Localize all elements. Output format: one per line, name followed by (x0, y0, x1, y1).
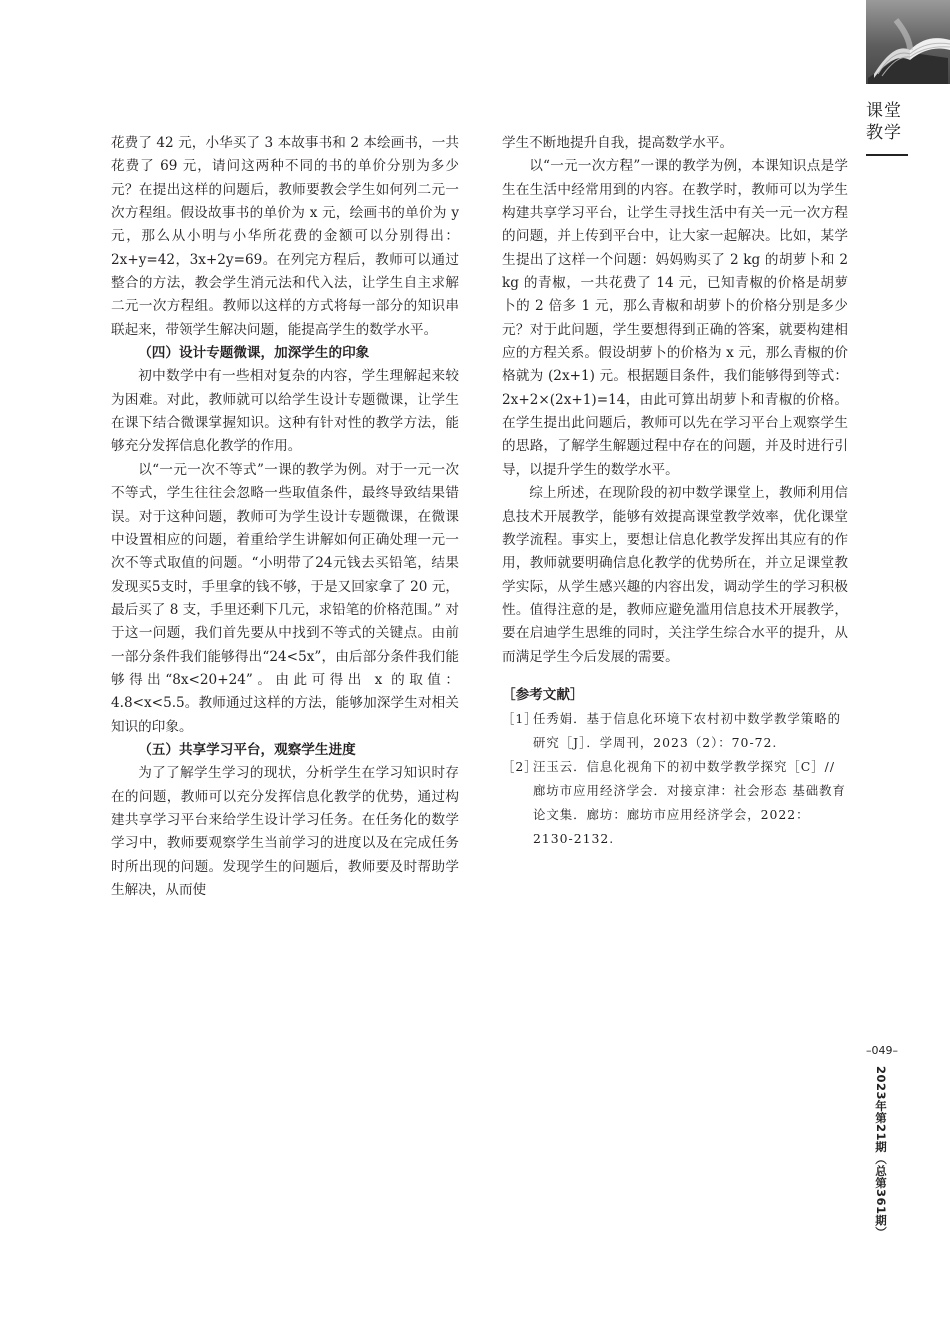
paragraph: 为了了解学生学习的现状，分析学生在学习知识时存在的问题，教师可以充分发挥信息化教学的优势，通过构建共享学习平台来给学生设计学习任务。在任务化的数学学习中，教师要观察学生当前学习的进度以及在完成任务时所出现的问题。发现学生的问题后，教师要及时帮助学生解决，从而使 (111, 765, 459, 898)
page-number: –049– (866, 1044, 898, 1057)
reference-item (502, 755, 848, 851)
references-title: ［参考文献］ (502, 686, 584, 703)
paragraph: 综上所述，在现阶段的初中数学课堂上，教师利用信息技术开展教学，能够有效提高课堂教学效率，优化课堂教学流程。事实上，要想让信息化教学发挥出其应有的作用，教师就要明确信息化教学的优势所在，并立足课堂教学实际，从学生感兴趣的内容出发，调动学生的学习积极性。值得注意的是，教师应避免滥用信息技术开展教学，要在启迪学生思维的同时，关注学生综合水平的提升，从而满足学生今后发展的需要。 (502, 485, 848, 665)
left-column (111, 132, 459, 902)
paragraph: 花费了 42 元，小华买了 3 本故事书和 2 本绘画书，一共花费了 69 元，请问这两种不同的书的单价分别为多少元？在提出这样的问题后，教师要教会学生如何列二元一次方程组。假设故事书的单价为 x 元，绘画书的单价为 y 元，那么从小明与小华所花费的金额可以分别得出：2x+y=42，3x+2y=69。在列完方程后，教师可以通过整合的方法，教会学生消元法和代入法，让学生自主求解二元一次方程组。教师以这样的方式将每一部分的知识串联起来，带领学生解决问题，能提高学生的数学水平。 (111, 135, 459, 338)
section-label: 课堂教学 (866, 101, 902, 143)
paragraph: 初中数学中有一些相对复杂的内容，学生理解起来较为困难。对此，教师就可以给学生设计专题微课，让学生在课下结合微课掌握知识。这种有针对性的教学方法，能够充分发挥信息化教学的作用。 (111, 368, 459, 455)
section-heading: （四）设计专题微课，加深学生的印象 (138, 345, 370, 362)
references (502, 683, 848, 851)
right-column (502, 132, 848, 851)
divider (866, 154, 908, 156)
reference-text: 汪玉云．信息化视角下的初中数学教学探究［C］//廊坊市应用经济学会．对接京津：社会形态 基础教育论文集．廊坊：廊坊市应用经济学会，2022：2130-2132. (533, 758, 846, 846)
book-icon (866, 0, 950, 84)
issue-label: 2023年第21期（总第361期） (874, 1066, 888, 1239)
section-heading: （五）共享学习平台，观察学生进度 (138, 741, 356, 758)
reference-text: 任秀娟．基于信息化环境下农村初中数学教学策略的研究［J］．学周刊，2023（2）：70-72. (533, 710, 841, 750)
paragraph: 以“一元一次方程”一课的教学为例，本课知识点是学生在生活中经常用到的内容。在教学时，教师可以为学生构建共享学习平台，让学生寻找生活中有关一元一次方程的问题，并上传到平台中，让大家一起解决。比如，某学生提出了这样一个问题：妈妈购买了 2 kg 的胡萝卜和 2 kg 的青椒，一共花费了 14 元，已知青椒的价格是胡萝卜的 2 倍多 1 元，那么青椒和胡萝卜的价格分别是多少元？对于此问题，学生要想得到正确的答案，就要构建相应的方程关系。假设胡萝卜的价格为 x 元，那么青椒的价格就为 (2x+1) 元。根据题目条件，我们能够得到等式：2x+2×(2x+1)=14，由此可算出胡萝卜和青椒的价格。在学生提出此问题后，教师可以先在学习平台上观察学生的思路，了解学生解题过程中存在的问题，并及时进行引导，以提升学生的数学水平。 (502, 158, 848, 478)
reference-number: ［1］ (502, 710, 538, 726)
paragraph: 以“一元一次不等式”一课的教学为例。对于一元一次不等式，学生往往会忽略一些取值条件，最终导致结果错误。对于这种问题，教师可为学生设计专题微课，在微课中设置相应的问题，着重给学生讲解如何正确处理一元一次不等式取值的问题。“小明带了24元钱去买铅笔，结果发现买5支时，手里拿的钱不够，于是又回家拿了 20 元，最后买了 8 支，手里还剩下几元，求铅笔的价格范围。” 对于这一问题，我们首先要从中找到不等式的关键点。由前一部分条件我们能够得出“24<5x”，由后部分条件我们能够得出“8x<20+24”。由此可得出 x 的取值：4.8<x<5.5。教师通过这样的方法，能够加深学生对相关知识的印象。 (111, 461, 460, 735)
reference-number: ［2］ (502, 758, 538, 774)
reference-item (502, 707, 848, 755)
paragraph: 学生不断地提升自我，提高数学水平。 (502, 135, 734, 151)
